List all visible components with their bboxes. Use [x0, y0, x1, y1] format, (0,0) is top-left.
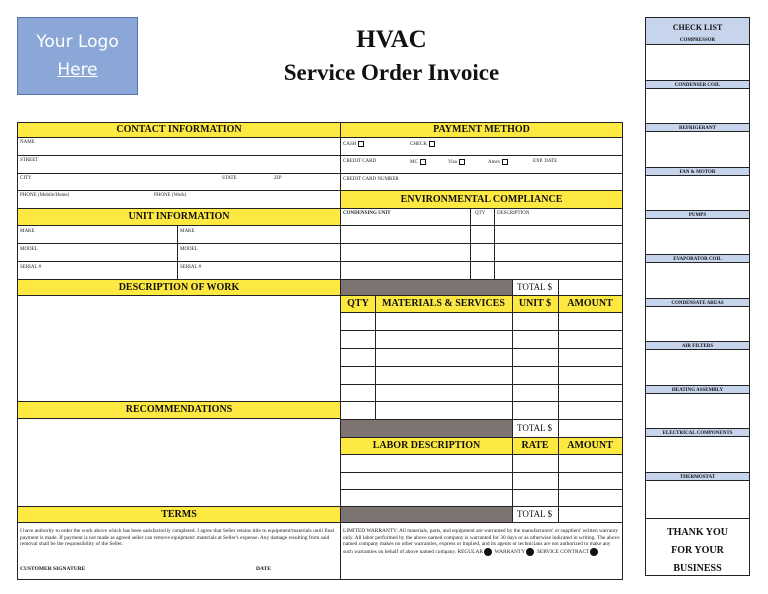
make-label-1: MAKE: [20, 229, 35, 234]
environmental-heading: ENVIRONMENTAL COMPLIANCE: [341, 191, 622, 208]
materials-gray-bar: [341, 280, 512, 295]
card-number-label: CREDIT CARD NUMBER: [343, 177, 399, 182]
env-qty-label: QTY: [475, 211, 486, 216]
cash-option[interactable]: CASH: [343, 141, 364, 147]
mc-option[interactable]: MC: [410, 159, 426, 165]
checklist-item-label: REFRIGERANT: [646, 123, 749, 132]
contact-heading: CONTACT INFORMATION: [18, 123, 340, 137]
state-label: STATE: [222, 176, 237, 181]
checklist-item-field[interactable]: [646, 45, 749, 80]
amex-option[interactable]: Amex: [488, 159, 508, 165]
serial-label-2: SERIAL #: [180, 265, 202, 270]
exp-date-label: EXP. DATE: [533, 159, 558, 164]
checklist-item-label: HEATING ASSEMBLY: [646, 385, 749, 394]
terms-heading: TERMS: [18, 507, 340, 522]
labor-total-gray-bar: [341, 507, 512, 522]
warranty-radio[interactable]: [526, 548, 534, 556]
col-unit: UNIT $: [518, 298, 552, 309]
thank-you-message: THANK YOU FOR YOUR BUSINESS: [666, 527, 729, 574]
checklist-item-field[interactable]: [646, 176, 749, 211]
cash-checkbox[interactable]: [358, 141, 364, 147]
checklist-item-field[interactable]: [646, 307, 749, 342]
description-heading: DESCRIPTION OF WORK: [18, 280, 340, 295]
checklist-item-label: COMPRESSOR: [646, 36, 749, 45]
env-total-label: TOTAL $: [517, 282, 553, 292]
mc-checkbox[interactable]: [420, 159, 426, 165]
condensing-unit-label: CONDENSING UNIT: [343, 211, 391, 216]
checklist-item-label: ELECTRICAL COMPONENTS: [646, 428, 749, 437]
checklist-item-label: AIR FILTERS: [646, 341, 749, 350]
regular-radio[interactable]: [484, 548, 492, 556]
col-labor-desc: LABOR DESCRIPTION: [372, 440, 481, 451]
model-label-1: MODEL: [20, 247, 38, 252]
col-qty: QTY: [347, 298, 369, 309]
checklist-item-field[interactable]: [646, 132, 749, 167]
checklist-item-field[interactable]: [646, 219, 749, 254]
logo-line2: Here: [57, 60, 98, 80]
col-rate: RATE: [521, 440, 549, 451]
page-subtitle: Service Order Invoice: [283, 60, 500, 85]
checklist-item-label: CONDENSER COIL: [646, 80, 749, 89]
check-option[interactable]: CHECK: [410, 141, 435, 147]
serial-label-1: SERIAL #: [20, 265, 42, 270]
regular-option[interactable]: REGULAR: [457, 549, 491, 555]
service-contract-radio[interactable]: [590, 548, 598, 556]
date-label: DATE: [256, 566, 271, 572]
phone-mobile-label: PHONE (Mobile/Home): [20, 193, 70, 198]
labor-total-label: TOTAL $: [517, 509, 553, 519]
checklist-item-field[interactable]: [646, 350, 749, 385]
env-description-label: DESCRIPTION: [497, 211, 530, 216]
unit-heading: UNIT INFORMATION: [18, 209, 340, 225]
checklist-item-label: THERMOSTAT: [646, 472, 749, 481]
description-area[interactable]: [18, 296, 340, 401]
zip-label: ZIP: [274, 176, 282, 181]
materials-total-label: TOTAL $: [517, 423, 553, 433]
recommendations-heading: RECOMMENDATIONS: [18, 402, 340, 418]
checklist-item-label: EVAPORATOR COIL: [646, 254, 749, 263]
col-labor-amount: AMOUNT: [567, 440, 613, 451]
checklist-title: CHECK LIST: [646, 18, 749, 36]
credit-card-label: CREDIT CARD: [343, 159, 377, 164]
logo-placeholder: [17, 17, 138, 95]
checklist-item-label: PUMPS: [646, 210, 749, 219]
name-label: NAME: [20, 140, 35, 145]
checklist-item-label: CONDENSATE AREAS: [646, 298, 749, 307]
col-materials: MATERIALS & SERVICES: [382, 298, 505, 309]
payment-heading: PAYMENT METHOD: [341, 123, 622, 137]
checklist-item-label: FAN & MOTOR: [646, 167, 749, 176]
checklist-item-field[interactable]: [646, 89, 749, 124]
visa-checkbox[interactable]: [459, 159, 465, 165]
customer-signature-label: CUSTOMER SIGNATURE: [20, 566, 86, 572]
terms-text: I have authority to order the work above which has been satisfactorily completed. I agree that Seller retains title to equipment/materials until final payment is made. If payment is not made as agreed seller can remove equipment/ materials at Seller's expense. Any damage resulting from said removal shall be the responsibility of the Seller.: [20, 528, 335, 548]
warranty-option[interactable]: WARRANTY: [495, 549, 535, 555]
page-title: HVAC: [356, 26, 427, 53]
logo-line1: Your Logo: [36, 32, 119, 52]
amex-checkbox[interactable]: [502, 159, 508, 165]
checklist-item-field[interactable]: [646, 481, 749, 516]
model-label-2: MODEL: [180, 247, 198, 252]
city-label: CITY: [20, 176, 32, 181]
checklist-item-field[interactable]: [646, 437, 749, 472]
materials-total-gray-bar: [341, 420, 512, 437]
checklist-item-field[interactable]: [646, 394, 749, 429]
phone-work-label: PHONE (Work): [154, 193, 187, 198]
service-contract-option[interactable]: SERVICE CONTRACT: [537, 549, 598, 555]
visa-option[interactable]: Visa: [448, 159, 465, 165]
col-amount: AMOUNT: [567, 298, 613, 309]
make-label-2: MAKE: [180, 229, 195, 234]
street-label: STREET: [20, 158, 39, 163]
checklist-item-field[interactable]: [646, 263, 749, 298]
warranty-text: LIMITED WARRANTY: All materials, parts, and equipment are warranted by the manufacturers' or suppliers' written warranty only. All labor performed by the above named company is warranted for 30 days or as otherwise indicated in writing. The above named company makes no other warranties, express or implied, and its agents or technicians are not authorized to make any such warranties on behalf of above named company. REGULAR WARRANTY SERVICE CONTRACT: [343, 528, 620, 556]
recommendations-area[interactable]: [18, 419, 340, 505]
check-checkbox[interactable]: [429, 141, 435, 147]
